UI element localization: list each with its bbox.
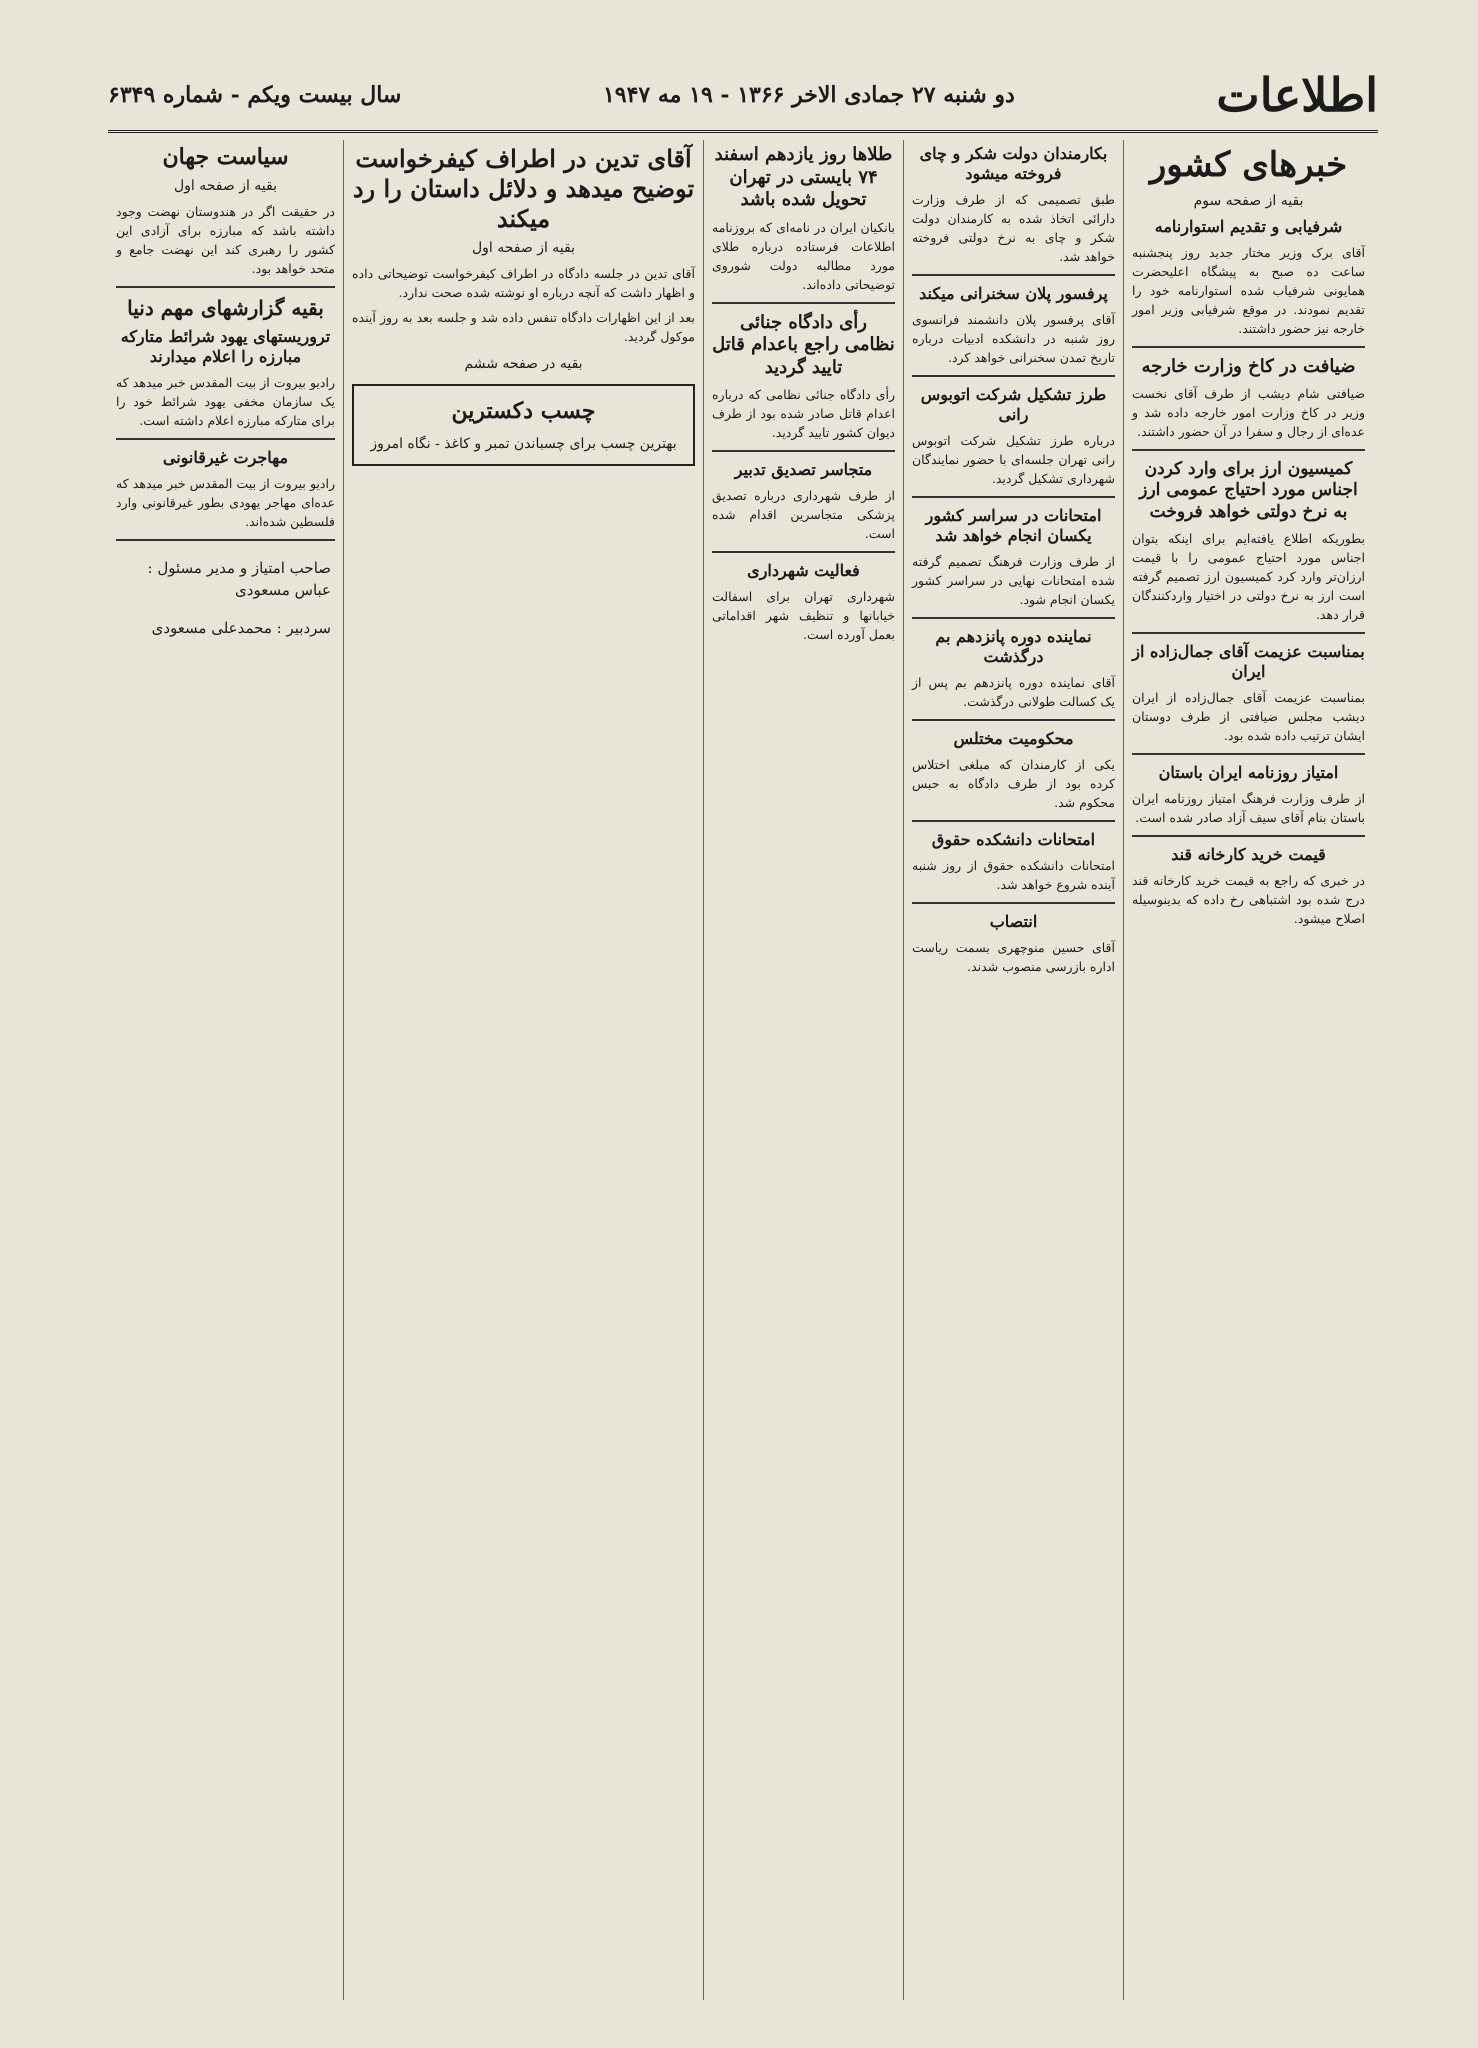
column-national-news: [1123, 140, 1373, 2000]
divider: [712, 302, 895, 304]
continuation-note: بقیه از صفحه سوم: [1193, 192, 1304, 209]
article-text: آقای حسین منوچهری بسمت ریاست اداره بازرسی منصوب شدند.: [912, 940, 1115, 974]
ad-title: چسب دکسترین: [451, 398, 596, 424]
divider: [1132, 346, 1365, 348]
article-text: در خبری که راجع به قیمت خرید کارخانه قند درج شده بود اشتباهی رخ داده که بدینوسیله اصلاح میشود.: [1132, 872, 1365, 926]
divider: [1132, 835, 1365, 837]
divider: [912, 719, 1115, 721]
headline: شرفیابی و تقدیم استوارنامه: [1154, 216, 1343, 236]
section-title: بقیه گزارشهای مهم دنیا: [127, 295, 324, 320]
article-text: آقای نماینده دوره پانزدهم بم پس از یک کسالت طولانی درگذشت.: [912, 675, 1115, 709]
divider: [1132, 449, 1365, 451]
divider: [712, 450, 895, 452]
divider: [912, 375, 1115, 377]
advertisement: [352, 384, 695, 466]
headline: امتحانات دانشکده حقوق: [931, 830, 1096, 849]
headline: بکارمندان دولت شکر و چای فروخته میشود: [919, 144, 1108, 183]
column-news-three: [703, 140, 903, 2000]
article-text: از طرف شهرداری درباره تصدیق پزشکی متجاسرین اقدام شده است.: [712, 488, 895, 541]
headline: تروریستهای یهود شرائط متارکه مبارزه را اعلام میدارند: [120, 326, 331, 366]
headline: فعالیت شهرداری: [747, 561, 860, 580]
headline: بمناسبت عزیمت آقای جمال‌زاده از ایران: [1132, 641, 1365, 681]
divider: [912, 496, 1115, 498]
headline: محکومیت مختلس: [953, 729, 1074, 748]
headline: کمیسیون ارز برای وارد کردن اجناس مورد احتیاج عمومی ارز به نرخ دولتی خواهد فروخت: [1139, 459, 1358, 522]
headline: آقای تدین در اطراف کیفرخواست توضیح میدهد و دلائل داستان را رد میکند: [352, 144, 695, 233]
headline: متجاسر تصدیق تدبیر: [734, 460, 873, 479]
divider: [116, 438, 335, 440]
newspaper-title: اطلاعات: [1216, 68, 1378, 122]
headline: امتحانات در سراسر کشور یکسان انجام خواهد شد: [925, 506, 1102, 545]
ad-text: بهترین چسب برای چسباندن تمبر و کاغذ - نگاه امروز: [370, 435, 677, 452]
article-text: از طرف وزارت فرهنگ تصمیم گرفته شده امتحانات نهایی در سراسر کشور یکسان انجام شود.: [912, 554, 1115, 607]
issue-number: سال بیست ویکم - شماره ۶۳۴۹: [108, 82, 402, 108]
headline: قیمت خرید کارخانه قند: [1171, 844, 1326, 864]
headline: نماینده دوره پانزدهم بم درگذشت: [935, 627, 1092, 666]
article-text: ضیافتی شام دیشب از طرف آقای نخست وزیر در کاخ وزارت امور خارجه داده شد و عده‌ای از رجال و سفرا در آن حضور داشتند.: [1132, 386, 1365, 439]
column-news-two: [903, 140, 1123, 2000]
article-text: شهرداری تهران برای اسفالت خیابانها و تنظیف شهر اقداماتی بعمل آورده است.: [712, 589, 895, 642]
divider: [116, 286, 335, 288]
article-text: از طرف وزارت فرهنگ امتیاز روزنامه ایران باستان بنام آقای سیف آزاد صادر شده است.: [1132, 790, 1365, 825]
section-title: سیاست جهان: [162, 144, 289, 170]
editor-signature: سردبیر : محمدعلی مسعودی: [151, 618, 331, 637]
article-text: آقای پرفسور پلان دانشمند فرانسوی روز شنبه در دانشکده ادبیات درباره تاریخ تمدن سخنرانی خواهد کرد.: [912, 312, 1115, 365]
divider: [912, 617, 1115, 619]
headline: طرز تشکیل شرکت اتوبوس رانی: [920, 385, 1107, 424]
section-title: خبرهای کشور: [1149, 145, 1348, 185]
column-main-story: [343, 140, 703, 2000]
article-text: رأی دادگاه جنائی نظامی که درباره اعدام قاتل صادر شده بود از طرف دیوان کشور تایید گردید.: [712, 387, 895, 440]
divider: [1132, 753, 1365, 755]
article-text: بانکیان ایران در نامه‌ای که بروزنامه اطلاعات فرستاده درباره طلای مورد مطالبه دولت شوروی توضیحاتی داده‌اند.: [712, 219, 895, 292]
divider: [912, 820, 1115, 822]
article-text: امتحانات دانشکده حقوق از روز شنبه آینده شروع خواهد شد.: [912, 858, 1115, 892]
divider: [712, 551, 895, 553]
article-text: یکی از کارمندان که مبلغی اختلاس کرده بود از طرف دادگاه به حبس محکوم شد.: [912, 757, 1115, 810]
article-text: طبق تصمیمی که از طرف وزارت دارائی اتخاذ شده به کارمندان دولت شکر و چای به نرخ دولتی فروخته خواهد شد.: [912, 192, 1115, 264]
article-text: آقای برک وزیر مختار جدید روز پنجشنبه ساعت ده صبح به پیشگاه اعلیحضرت همایونی شرفیاب شده استوارنامه خود را تقدیم نمودند. در موقع شرفیابی وزیر امور خارجه نیز حضور داشتند.: [1132, 244, 1365, 336]
divider: [912, 902, 1115, 904]
article-text: آقای تدین در جلسه دادگاه در اطراف کیفرخواست توضیحاتی داده و اظهار داشت که آنچه درباره او نوشته شده صحت ندارد.: [352, 266, 695, 300]
article-text: بمناسبت عزیمت آقای جمال‌زاده از ایران دیشب مجلس ضیافتی از طرف دوستان ایشان ترتیب داده شده بود.: [1132, 689, 1365, 743]
divider: [912, 274, 1115, 276]
headline: پرفسور پلان سخنرانی میکند: [919, 284, 1108, 303]
columns: [108, 140, 1373, 2000]
article-text: بطوریکه اطلاع یافته‌ایم برای اینکه بتوان اجناس مورد احتیاج عمومی را با قیمت ارزان‌تر وارد کرد کمیسیون ارز تصمیم گرفته است ارز به نرخ دولتی در اختیار واردکنندگان قرار دهد.: [1132, 530, 1365, 622]
article-text: درباره طرز تشکیل شرکت اتوبوس رانی تهران جلسه‌ای با حضور نمایندگان شهرداری تشکیل گردید.: [912, 433, 1115, 486]
article-text: رادیو بیروت از بیت المقدس خبر میدهد که عده‌ای مهاجر یهودی بطور غیرقانونی وارد فلسطین شده‌اند.: [116, 475, 335, 529]
divider: [1132, 632, 1365, 634]
headline: انتصاب: [989, 912, 1038, 931]
continuation-note: بقیه از صفحه اول: [173, 177, 278, 194]
article-text: در حقیقت اگر در هندوستان نهضت وجود داشته باشد که مبارزه برای آزادی این کشور را رهبری کند این نهضت جامع و متحد خواهد بود.: [116, 203, 335, 276]
column-world-politics: [108, 140, 343, 2000]
publisher-signature: صاحب امتیاز و مدیر مسئول : عباس مسعودی: [147, 558, 331, 599]
article-text: رادیو بیروت از بیت المقدس خبر میدهد که یک سازمان مخفی یهود شرائط خود را برای متارکه مبارزه اعلام داشته است.: [116, 374, 335, 428]
headline: امتیاز روزنامه ایران باستان: [1158, 762, 1339, 782]
continuation-note: بقیه از صفحه اول: [471, 240, 576, 256]
headline: طلاها روز یازدهم اسفند ۷۴ بایستی در تهران تحویل شده باشد: [714, 144, 893, 210]
dateline: دو شنبه ۲۷ جمادی الاخر ۱۳۶۶ - ۱۹ مه ۱۹۴۷: [602, 82, 1015, 108]
headline: مهاجرت غیرقانونی: [162, 447, 289, 467]
headline: رأی دادگاه جنائی نظامی راجع باعدام قاتل تایید گردید: [712, 311, 895, 378]
article-text: بعد از این اظهارات دادگاه تنفس داده شد و جلسه بعد به روز آینده موکول گردید.: [352, 310, 695, 344]
continuation-note: بقیه در صفحه ششم: [464, 356, 583, 372]
headline: ضیافت در کاخ وزارت خارجه: [1141, 355, 1356, 377]
divider: [116, 539, 335, 541]
masthead-bar: [108, 60, 1378, 133]
